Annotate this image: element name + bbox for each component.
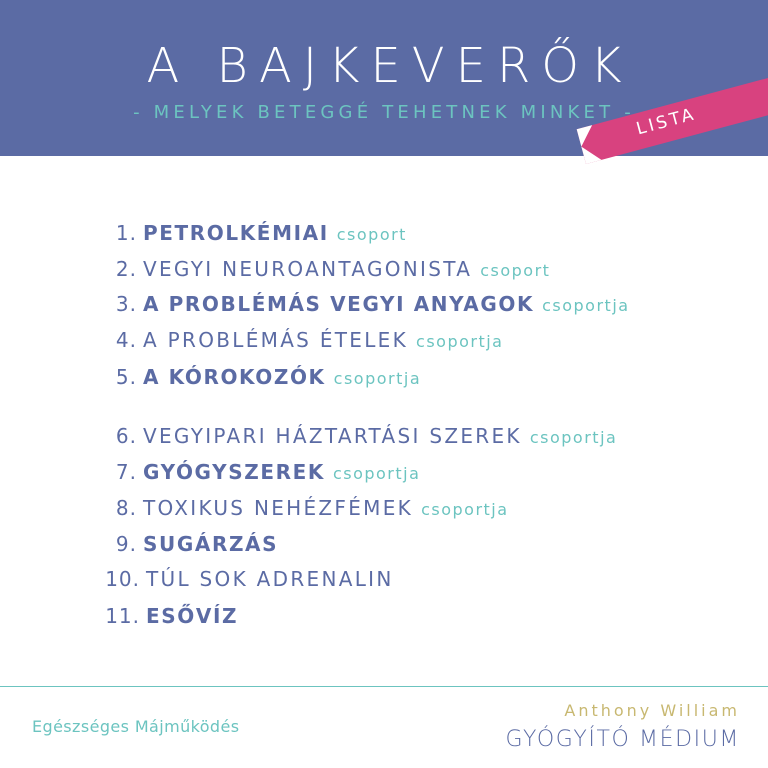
- list-item: [111, 218, 407, 248]
- list-item: [102, 601, 238, 631]
- list-item-label: SUGÁRZÁS: [143, 532, 279, 556]
- list-item-label: A PROBLÉMÁS ÉTELEK: [143, 328, 409, 352]
- list-item-suffix: csoportja: [333, 369, 422, 388]
- list-item: [111, 529, 278, 559]
- list-item-suffix: csoport: [336, 225, 407, 244]
- list-item: [111, 362, 421, 392]
- list-item-number: 4.: [115, 328, 137, 352]
- list-item-number: 7.: [115, 460, 137, 484]
- list-item-suffix: csoportja: [529, 428, 618, 447]
- list-item: [111, 289, 630, 319]
- list-item-label: A PROBLÉMÁS VEGYI ANYAGOK: [143, 292, 535, 316]
- brand-name: GYÓGYÍTÓ MÉDIUM: [505, 727, 740, 752]
- list-item-number: 6.: [115, 424, 137, 448]
- list-item-number: 11.: [105, 604, 140, 628]
- list-item: [111, 421, 617, 451]
- list-item-label: TOXIKUS NEHÉZFÉMEK: [143, 496, 414, 520]
- list-item-suffix: csoportja: [542, 296, 630, 315]
- list-item-label: GYÓGYSZEREK: [143, 460, 325, 484]
- page-title: A BAJKEVERŐK: [146, 38, 633, 94]
- list-item-suffix: csoportja: [416, 332, 504, 351]
- footer-book-title: Egészséges Májműködés: [32, 717, 240, 736]
- list-item-label: PETROLKÉMIAI: [143, 221, 329, 245]
- list-item-label: VEGYI NEUROANTAGONISTA: [143, 257, 473, 281]
- list-item-number: 3.: [115, 292, 137, 316]
- list-item: [111, 457, 420, 487]
- list-item-suffix: csoportja: [332, 464, 421, 483]
- list-item-label: A KÓROKOZÓK: [143, 365, 326, 389]
- list-item-number: 2.: [115, 257, 137, 281]
- list-item: [111, 493, 509, 523]
- footer-divider: [0, 686, 768, 687]
- ribbon-label: LISTA: [634, 104, 699, 140]
- author-name: Anthony William: [564, 701, 740, 720]
- list-item-number: 1.: [115, 221, 137, 245]
- list-item: [102, 564, 394, 594]
- page-subtitle: - MELYEK BETEGGÉ TEHETNEK MINKET -: [133, 102, 635, 123]
- list-item: [111, 325, 503, 355]
- list-item-suffix: csoport: [480, 261, 551, 280]
- list-item-number: 10.: [105, 567, 140, 591]
- list-item-label: ESŐVÍZ: [146, 604, 239, 628]
- list-item-number: 5.: [115, 365, 137, 389]
- list-item-number: 9.: [115, 532, 137, 556]
- list-item-label: VEGYIPARI HÁZTARTÁSI SZEREK: [143, 424, 522, 448]
- list-item-number: 8.: [115, 496, 137, 520]
- list-item: [111, 254, 550, 284]
- list-item-suffix: csoportja: [421, 500, 509, 519]
- list-item-label: TÚL SOK ADRENALIN: [146, 567, 394, 591]
